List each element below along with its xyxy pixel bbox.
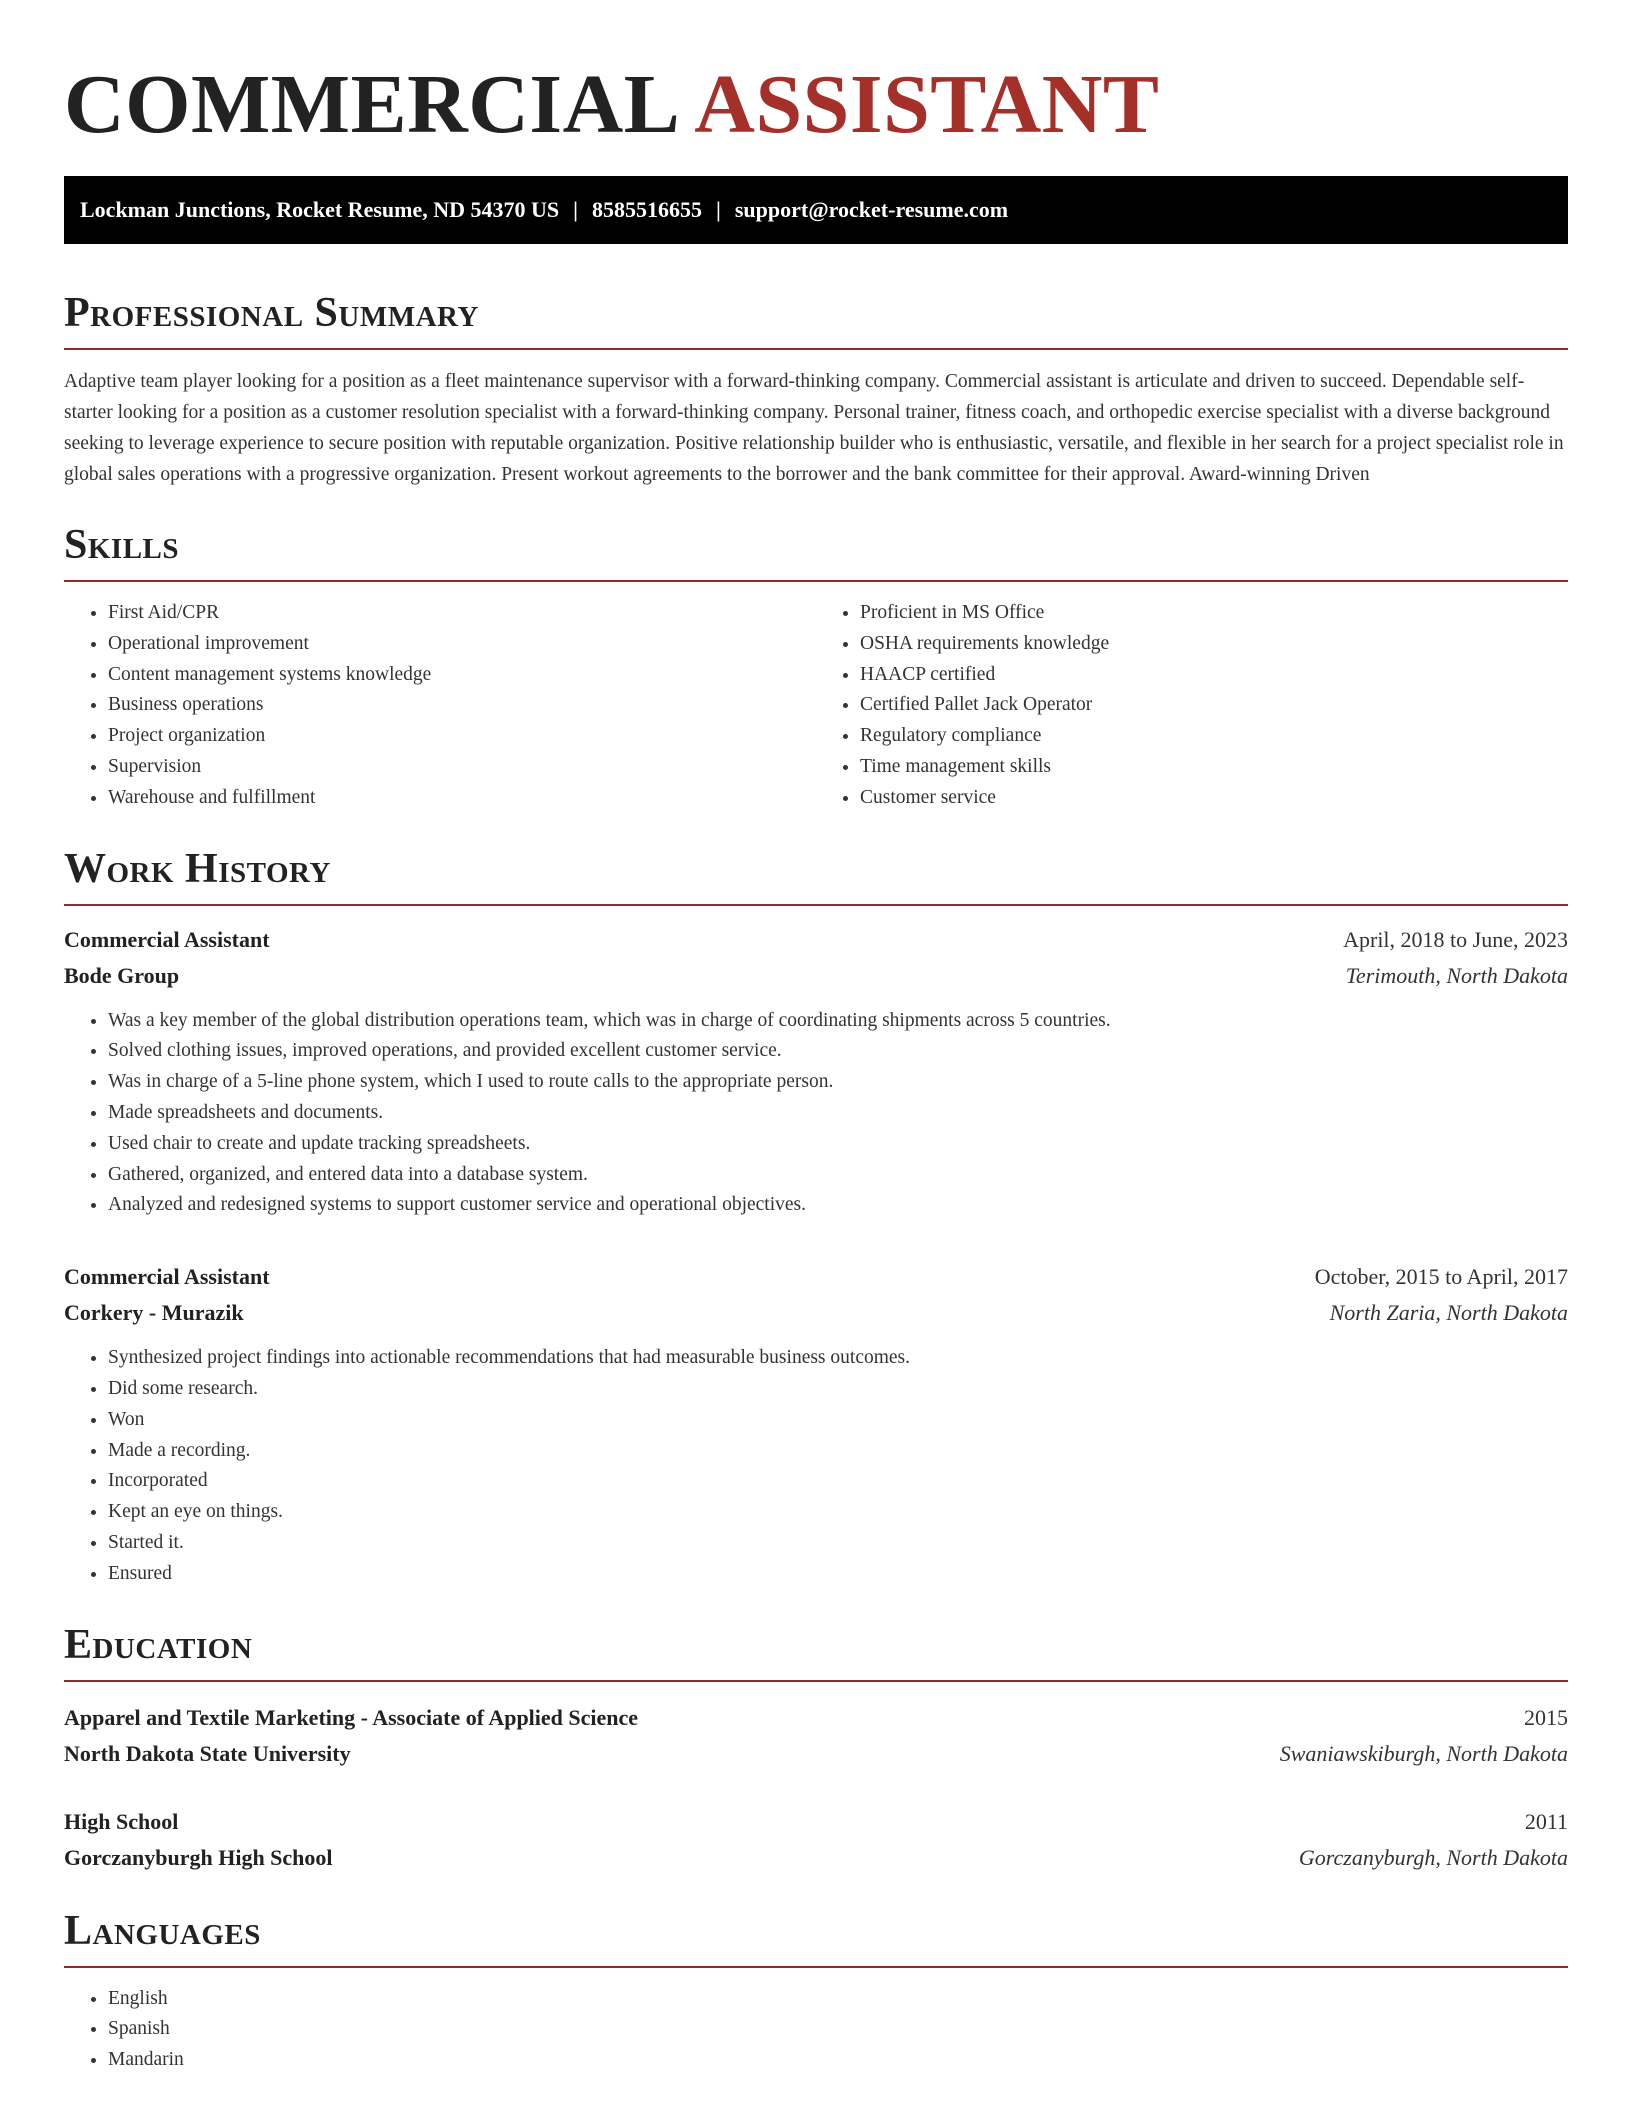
skill-item: • OSHA requirements knowledge bbox=[860, 629, 1568, 660]
section-title-work: Work History bbox=[64, 845, 331, 892]
education-entry bbox=[64, 1804, 1568, 1876]
section-divider bbox=[64, 348, 1568, 350]
job-bullet: • Started it. bbox=[108, 1528, 1568, 1559]
job-bullet: • Won bbox=[108, 1405, 1568, 1436]
contact-address: Lockman Junctions, Rocket Resume, ND 54370 US bbox=[80, 197, 560, 222]
skill-item: • Customer service bbox=[860, 783, 1568, 814]
job-bullet: • Used chair to create and update tracking spreadsheets. bbox=[108, 1129, 1568, 1160]
job-header-row bbox=[64, 922, 1568, 958]
job-position: Commercial Assistant bbox=[64, 926, 270, 952]
education-location: Gorczanyburgh, North Dakota bbox=[1298, 1844, 1568, 1870]
education-school: Gorczanyburgh High School bbox=[64, 1844, 333, 1870]
job-dates: October, 2015 to April, 2017 bbox=[1314, 1264, 1568, 1290]
language-item: • Mandarin bbox=[108, 2045, 1568, 2076]
job-bullet: • Kept an eye on things. bbox=[108, 1497, 1568, 1528]
section-title-languages: Languages bbox=[64, 1907, 261, 1954]
job-company-row bbox=[64, 958, 1568, 994]
section-divider bbox=[64, 1966, 1568, 1968]
resume-name bbox=[64, 0, 1568, 155]
language-item: • English bbox=[108, 1984, 1568, 2015]
skills-list-right bbox=[816, 598, 1568, 814]
skill-item: • Operational improvement bbox=[108, 629, 816, 660]
job-bullet: • Made a recording. bbox=[108, 1436, 1568, 1467]
language-item: • Spanish bbox=[108, 2014, 1568, 2045]
education-location: Swaniawskiburgh, North Dakota bbox=[1279, 1740, 1568, 1766]
section-divider bbox=[64, 580, 1568, 582]
job-bullet: • Did some research. bbox=[108, 1374, 1568, 1405]
job-bullet: • Analyzed and redesigned systems to support customer service and operational objectives. bbox=[108, 1190, 1568, 1221]
skill-item: • Proficient in MS Office bbox=[860, 598, 1568, 629]
job-position: Commercial Assistant bbox=[64, 1264, 270, 1290]
job-bullet: • Was in charge of a 5-line phone system, which I used to route calls to the appropriate person. bbox=[108, 1067, 1568, 1098]
job-company: Bode Group bbox=[64, 962, 180, 988]
job-bullet: • Ensured bbox=[108, 1559, 1568, 1590]
education-school: North Dakota State University bbox=[64, 1740, 351, 1766]
job-location: Terimouth, North Dakota bbox=[1345, 962, 1568, 988]
contact-separator: | bbox=[715, 197, 721, 222]
job-bullet: • Was a key member of the global distribution operations team, which was in charge of coordinating shipments across 5 countries. bbox=[108, 1006, 1568, 1037]
skill-item: • First Aid/CPR bbox=[108, 598, 816, 629]
contact-phone: 8585516655 bbox=[591, 197, 702, 222]
contact-email: support@rocket-resume.com bbox=[734, 197, 1009, 222]
section-title-skills: Skills bbox=[64, 522, 180, 568]
name-last: ASSISTANT bbox=[694, 58, 1160, 151]
contact-separator: | bbox=[573, 197, 578, 222]
name-first: COMMERCIAL bbox=[64, 58, 681, 151]
education-year: 2011 bbox=[1524, 1808, 1568, 1834]
education-degree: Apparel and Textile Marketing - Associate of Applied Science bbox=[64, 1704, 639, 1730]
job-bullet: • Synthesized project findings into actionable recommendations that had measurable business outcomes. bbox=[108, 1343, 1568, 1374]
skills-list-left bbox=[64, 598, 816, 814]
skill-item: • Business operations bbox=[108, 690, 816, 721]
job-company-row bbox=[64, 1295, 1568, 1331]
job-dates: April, 2018 to June, 2023 bbox=[1343, 926, 1568, 952]
skill-item: • Project organization bbox=[108, 721, 816, 752]
section-divider bbox=[64, 904, 1568, 906]
skills-columns bbox=[64, 598, 1568, 814]
skill-item: • Warehouse and fulfillment bbox=[108, 783, 816, 814]
skill-item: • Content management systems knowledge bbox=[108, 660, 816, 691]
languages-list bbox=[64, 1984, 1568, 2076]
education-degree-row bbox=[64, 1700, 1568, 1736]
skill-item: • Time management skills bbox=[860, 752, 1568, 783]
skill-item: • Regulatory compliance bbox=[860, 721, 1568, 752]
education-school-row bbox=[64, 1736, 1568, 1772]
job-bullets bbox=[64, 1343, 1568, 1589]
summary-text: Adaptive team player looking for a position as a fleet maintenance supervisor with a forward-thinking company. Commercial assistant is articulate and driven to succeed. Dependable self-starter looking for a position as a customer resolution specialist with a forward-thinking company. Personal trainer, fitness coach, and orthopedic exercise specialist with a diverse background seeking to leverage experience to secure position with reputable organization. Positive relationship builder who is enthusiastic, versatile, and flexible in her search for a project specialist role in global sales operations with a progressive organization. Present workout agreements to the borrower and the bank committee for their approval. Award-winning Driven bbox=[64, 371, 1564, 485]
job-bullets bbox=[64, 1006, 1568, 1222]
education-entry bbox=[64, 1700, 1568, 1772]
education-degree-row bbox=[64, 1804, 1568, 1840]
contact-bar bbox=[64, 176, 1568, 244]
section-title-summary: Professional Summary bbox=[64, 290, 479, 336]
skill-item: • Supervision bbox=[108, 752, 816, 783]
job-bullet: • Solved clothing issues, improved operations, and provided excellent customer service. bbox=[108, 1036, 1568, 1067]
job-entry bbox=[64, 1259, 1568, 1589]
education-school-row bbox=[64, 1840, 1568, 1876]
job-bullet: • Incorporated bbox=[108, 1466, 1568, 1497]
resume-page bbox=[64, 0, 1568, 2076]
skill-item: • HAACP certified bbox=[860, 660, 1568, 691]
job-header-row bbox=[64, 1259, 1568, 1295]
education-year: 2015 bbox=[1524, 1704, 1568, 1730]
education-degree: High School bbox=[64, 1808, 179, 1834]
job-location: North Zaria, North Dakota bbox=[1329, 1300, 1568, 1326]
skill-item: • Certified Pallet Jack Operator bbox=[860, 690, 1568, 721]
section-title-education: Education bbox=[64, 1621, 253, 1668]
section-divider bbox=[64, 1680, 1568, 1682]
job-entry bbox=[64, 922, 1568, 1222]
job-company: Corkery - Murazik bbox=[64, 1300, 244, 1326]
job-bullet: • Gathered, organized, and entered data into a database system. bbox=[108, 1160, 1568, 1191]
job-bullet: • Made spreadsheets and documents. bbox=[108, 1098, 1568, 1129]
